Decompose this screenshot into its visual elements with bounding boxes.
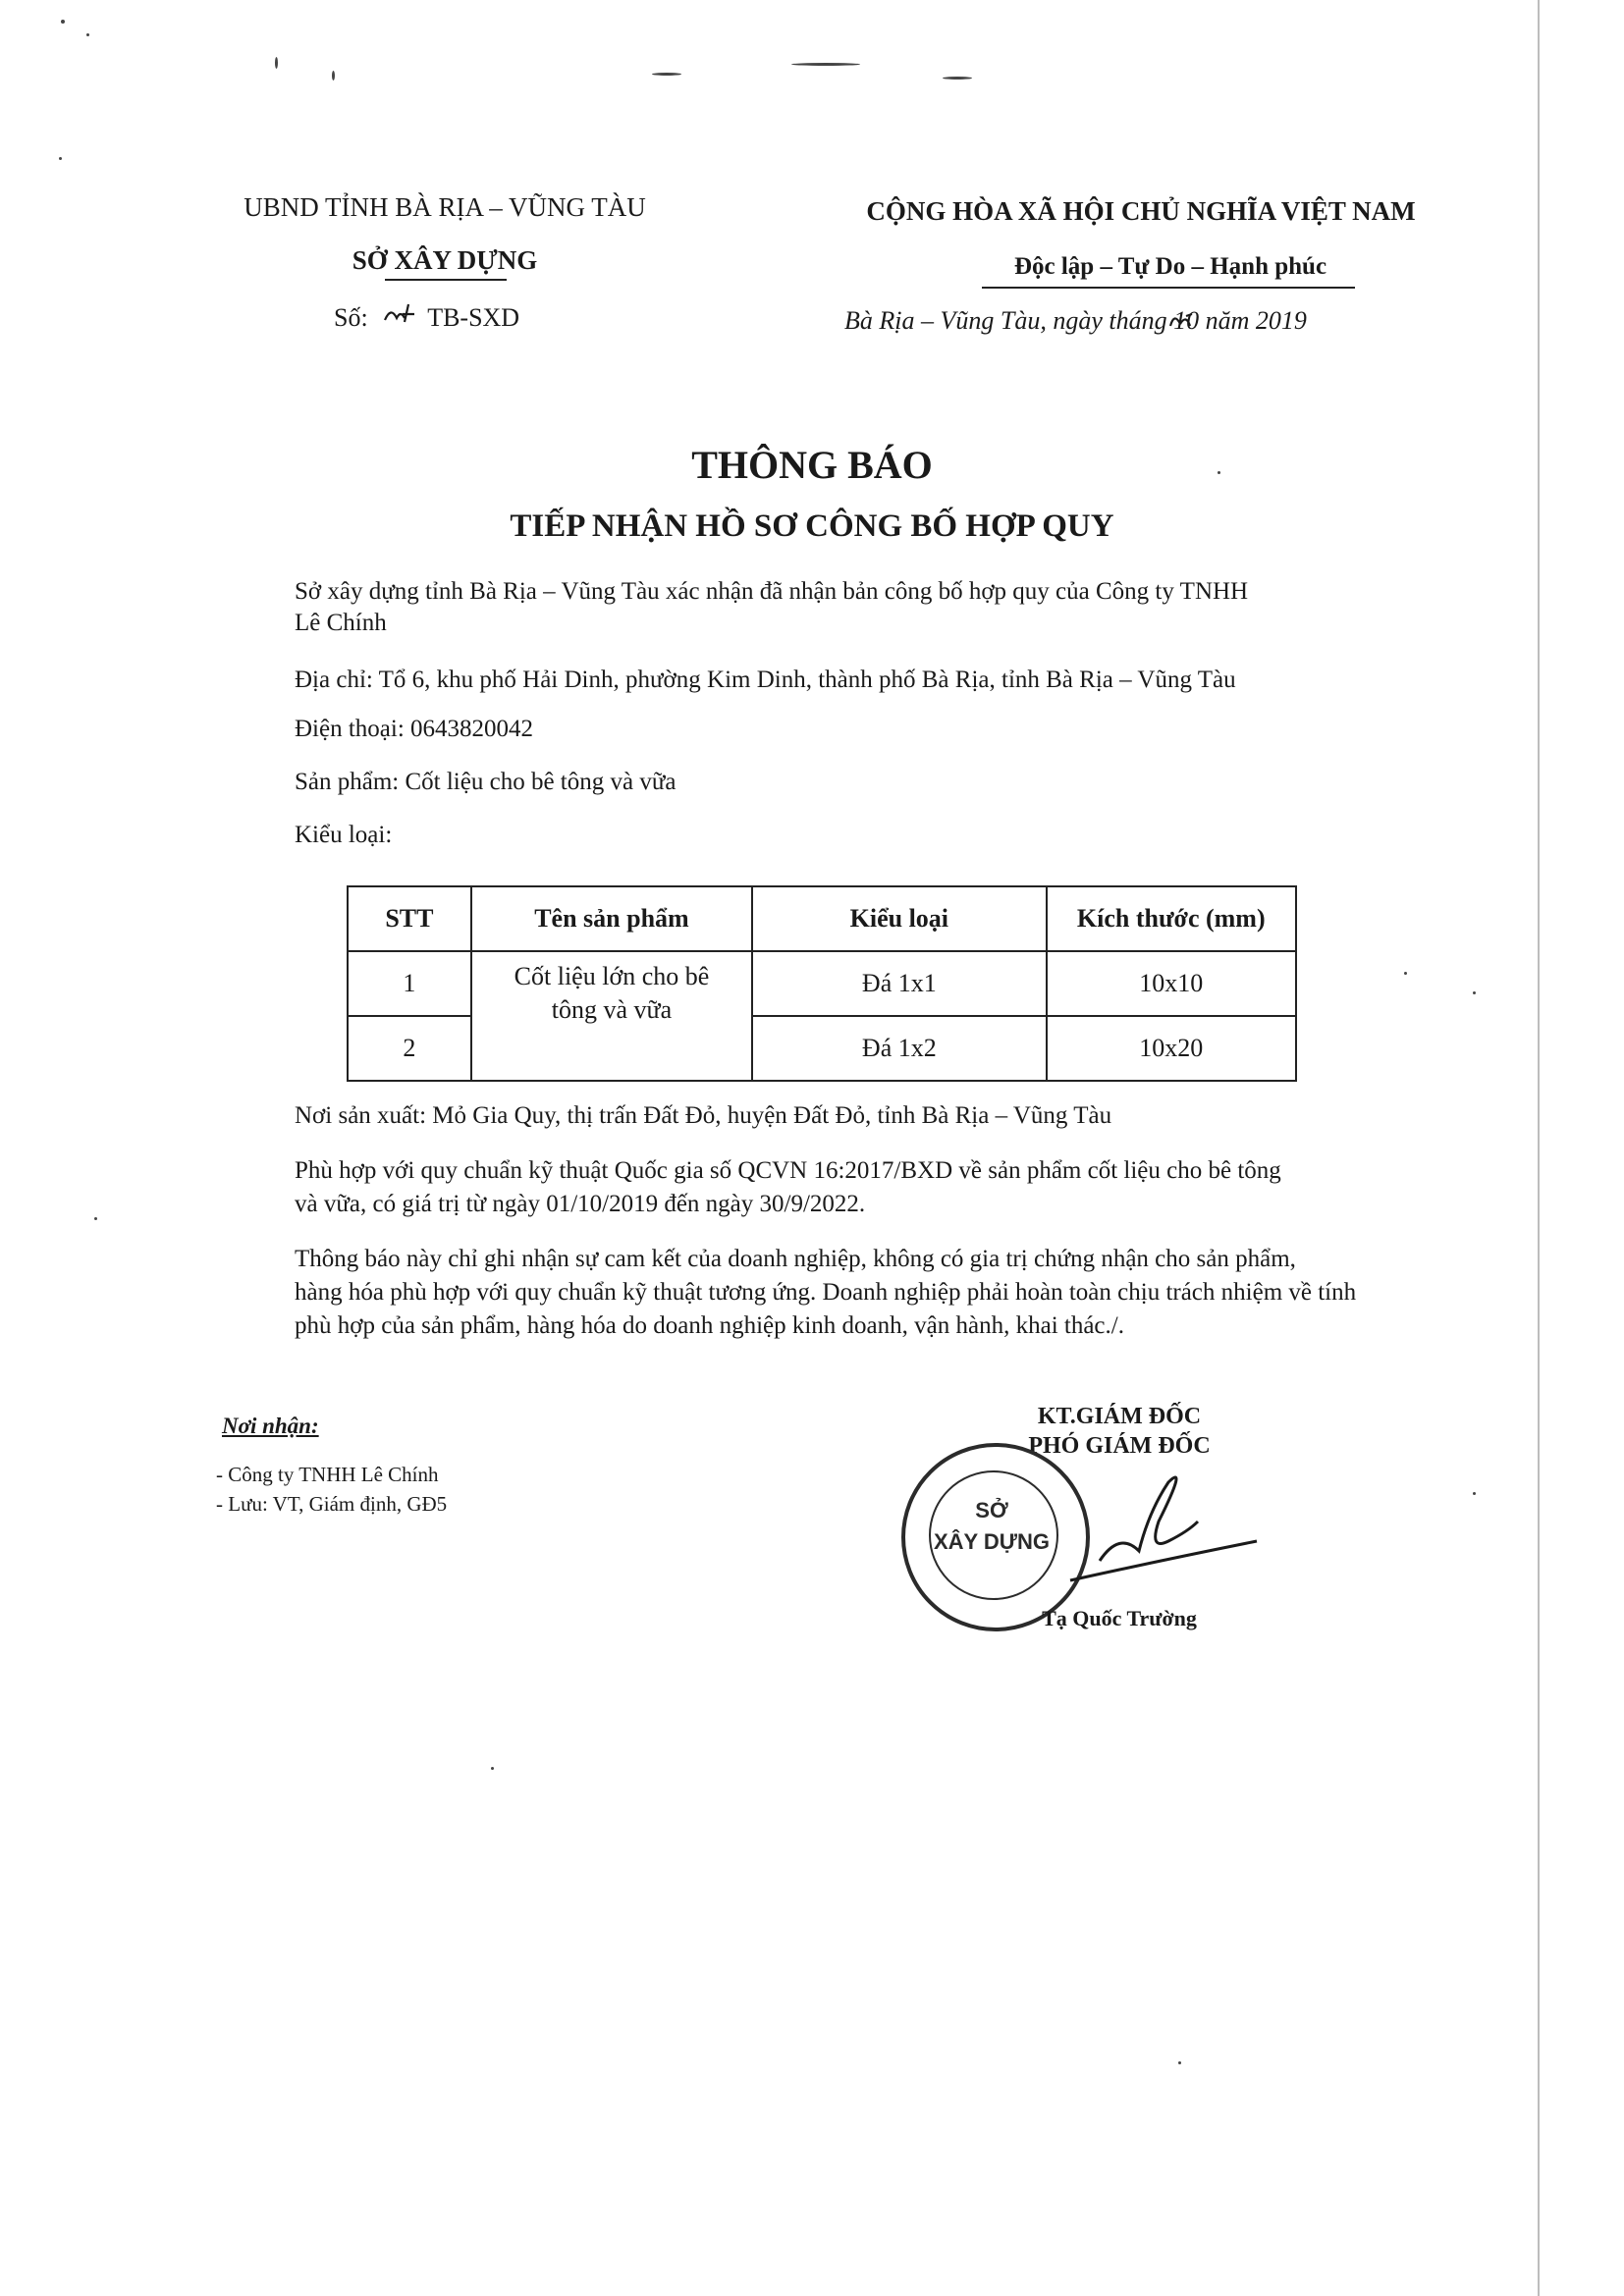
scan-speck (943, 77, 972, 80)
conformity-line1-text: Phù hợp với quy chuẩn kỹ thuật Quốc gia số QCVN 16:2017/BXD về sản phẩm cốt liệu cho bê tông (295, 1157, 1281, 1184)
notice-line1: Thông báo này chỉ ghi nhận sự cam kết của doanh nghiệp, không có gia trị chứng nhận cho sản phẩm, (295, 1246, 1296, 1272)
header-type: Kiểu loại (752, 886, 1046, 951)
handwritten-day-mark (1166, 308, 1196, 334)
department-underline (385, 279, 507, 281)
scan-speck (1178, 2061, 1181, 2064)
intro-text-line2: Lê Chính (295, 610, 387, 636)
document-title: THÔNG BÁO (691, 443, 933, 487)
scan-speck (1473, 1492, 1476, 1495)
row1-type: Đá 1x1 (752, 951, 1046, 1016)
place-date: Bà Rịa – Vũng Tàu, ngày tháng 10 năm 2019 (844, 306, 1307, 335)
handwritten-signature (1041, 1453, 1276, 1610)
department-name: SỞ XÂY DỰNG (352, 245, 538, 275)
origin-line: Nơi sản xuất: Mỏ Gia Quy, thị trấn Đất Đỏ, huyện Đất Đỏ, tỉnh Bà Rịa – Vũng Tàu (295, 1102, 1112, 1129)
document-subtitle: TIẾP NHẬN HỒ SƠ CÔNG BỐ HỢP QUY (510, 508, 1114, 544)
conformity-line2: và vữa, có giá trị từ ngày 01/10/2019 đến ngày 30/9/2022. (295, 1191, 866, 1217)
product-name-line2: tông và vữa (551, 995, 673, 1024)
scan-speck (86, 33, 89, 36)
header-product-name: Tên sản phẩm (471, 886, 752, 951)
product-name-cell (471, 951, 752, 1081)
scan-speck (275, 57, 278, 69)
conformity-line1 (295, 1154, 1281, 1188)
agency-name: UBND TỈNH BÀ RỊA – VŨNG TÀU (244, 192, 646, 222)
recipient-line1: - Công ty TNHH Lê Chính (216, 1463, 439, 1486)
row2-size: 10x20 (1047, 1016, 1297, 1081)
national-motto: Độc lập – Tự Do – Hạnh phúc (1013, 253, 1327, 280)
phone-line: Điện thoại: 0643820042 (295, 716, 534, 742)
stamp-text-line2: XÂY DỰNG (933, 1529, 1051, 1554)
nation-name: CỘNG HÒA XÃ HỘI CHỦ NGHĨA VIỆT NAM (866, 196, 1416, 226)
row2-type: Đá 1x2 (752, 1016, 1046, 1081)
address-line: Địa chỉ: Tổ 6, khu phố Hải Dinh, phường Kim Dinh, thành phố Bà Rịa, tỉnh Bà Rịa – Vũng Tàu (295, 667, 1236, 693)
header-stt: STT (348, 886, 471, 951)
document-number (334, 300, 519, 333)
scan-speck (1473, 991, 1476, 994)
scan-speck (652, 73, 681, 76)
product-line: Sản phẩm: Cốt liệu cho bê tông và vữa (295, 769, 677, 795)
scan-speck (1404, 972, 1407, 975)
stamp-text-line1: SỞ (975, 1498, 1008, 1522)
signer-name: Tạ Quốc Trường (1042, 1606, 1197, 1630)
table-header-row (348, 886, 1296, 951)
scan-speck (332, 71, 335, 80)
notice-line3: phù hợp của sản phẩm, hàng hóa do doanh nghiệp kinh doanh, vận hành, khai thác./. (295, 1312, 1124, 1339)
table-row (348, 951, 1296, 1016)
handwritten-number-mark (381, 300, 420, 326)
scan-speck (94, 1217, 97, 1220)
scan-margin-line (1538, 0, 1540, 2296)
scan-speck (791, 63, 860, 66)
scan-speck (491, 1767, 494, 1770)
notice-line2: hàng hóa phù hợp với quy chuẩn kỹ thuật tương ứng. Doanh nghiệp phải hoàn toàn chịu trách nhiệm về tính (295, 1279, 1357, 1306)
type-label: Kiểu loại: (295, 822, 393, 848)
motto-underline (982, 287, 1355, 289)
row1-stt: 1 (348, 951, 471, 1016)
product-name-line1: Cốt liệu lớn cho bê (514, 962, 710, 990)
header-size: Kích thước (mm) (1047, 886, 1297, 951)
intro-text-line1: Sở xây dựng tỉnh Bà Rịa – Vũng Tàu xác nhận đã nhận bản công bố hợp quy của Công ty TNHH (295, 578, 1249, 605)
product-spec-table (347, 885, 1297, 1082)
signer-role1: KT.GIÁM ĐỐC (1037, 1404, 1202, 1429)
row1-size: 10x10 (1047, 951, 1297, 1016)
row2-stt: 2 (348, 1016, 471, 1081)
signer-role2: PHÓ GIÁM ĐỐC (1028, 1433, 1211, 1459)
number-label: Số: (334, 303, 368, 332)
recipient-line2: - Lưu: VT, Giám định, GĐ5 (216, 1492, 448, 1516)
scan-speck (61, 20, 65, 24)
number-value: TB-SXD (427, 303, 520, 332)
recipients-label: Nơi nhận: (222, 1414, 319, 1438)
handwritten-number (374, 300, 427, 333)
scan-speck (59, 157, 62, 160)
